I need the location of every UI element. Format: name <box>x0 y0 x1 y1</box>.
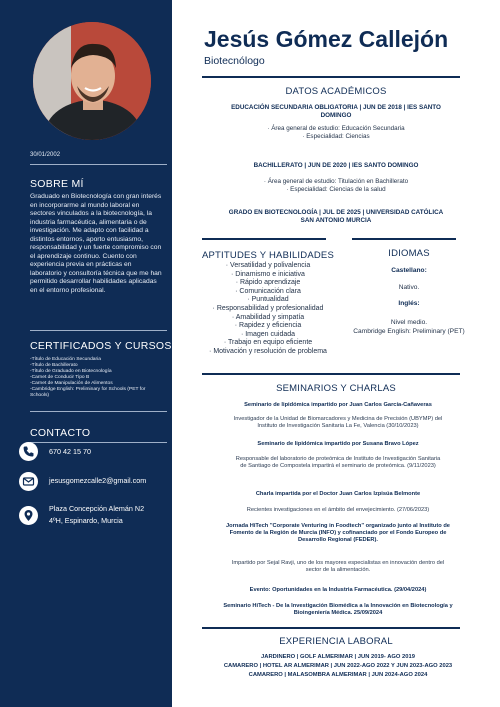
language-name: Castellano: <box>391 267 427 274</box>
cert-item: -Cambridge English: Preliminary for Schools (PET for Schools) <box>30 387 146 398</box>
seminar-heading: Seminario de lipidómica impartido por Susana Bravo López <box>257 441 419 447</box>
divider <box>30 330 167 331</box>
education-title: DATOS ACADÉMICOS <box>285 86 387 97</box>
skill-item: · Comunicación clara <box>235 287 301 295</box>
skill-item: · Versatilidad y polivalencia <box>225 262 311 269</box>
about-title: SOBRE MÍ <box>30 178 84 190</box>
cert-item: -Título de Graduado en Biotecnología <box>30 369 112 374</box>
address-line-1: Plaza Concepción Alemán N2 <box>49 504 145 513</box>
certs-list <box>30 357 164 399</box>
person-portrait-icon <box>33 22 151 140</box>
seminar-heading: Charla impartida por el Doctor Juan Carlos Izpisúa Belmonte <box>255 491 421 497</box>
skill-item: · Amabilidad y simpatía <box>231 313 305 321</box>
languages-title: IDIOMAS <box>388 248 430 259</box>
cert-item: -Título de Bachillerato <box>30 363 78 368</box>
divider <box>202 238 326 240</box>
education-item: GRADO EN BIOTECNOLOGÍA | JUL DE 2025 | UNIVERSIDAD CATÓLICA SAN ANTONIO MURCIA <box>228 209 444 224</box>
email-icon <box>19 472 38 491</box>
divider <box>30 411 167 412</box>
seminar-text: de Santiago de Compostela impartirá el seminario de proteómica. (9/11/2023) <box>240 463 436 469</box>
cert-item: -Título de Educación Secundaria <box>30 357 101 362</box>
experience-item: CAMARERO | HOTEL AR ALMERIMAR | JUN 2022-AGO 2022 Y JUN 2023-AGO 2023 <box>223 663 453 669</box>
cert-item: -Carnet de Manipulación de Alimentos <box>30 381 113 386</box>
seminar-text: Impartido por Sejal Ravji, uno de los mayores especialistas en innovación dentro del <box>231 560 445 566</box>
education-item: BACHILLERATO | JUN DE 2020 | IES SANTO DOMINGO · Área general de estudio: Titulación en Bachillerato · Especialidad: Ciencias de la salud <box>253 162 419 193</box>
skill-item: · Rapidez y eficiencia <box>234 322 302 330</box>
contact-email-row[interactable] <box>19 472 169 492</box>
seminar-heading: Bioingeniería Médica. 25/09/2024 <box>293 610 383 616</box>
divider <box>202 373 460 375</box>
skills-list <box>196 262 340 357</box>
about-text: Graduado en Biotecnología con gran interés en incorporarme al mundo laboral en sectores vinculados a la biotecnología, la industria farmacéutica, alimentaria o de investigación. Me adapto con facilidad a distintos entornos, aporto entusiasmo, responsabilidad y un fuerte compromiso con el aprendizaje continuo. Cuento con experiencia previa en prácticas en laboratorio y consultoría técnica que me han permitido desarrollar habilidades aplicadas en el entorno profesional. <box>30 193 162 294</box>
divider <box>30 164 167 165</box>
full-name: Jesús Gómez Callejón <box>204 26 449 52</box>
seminar-heading: Jornada HiTech "Corporate Venturing in Foodtech" organizado junto al Instituto de <box>226 523 450 529</box>
contact-title: CONTACTO <box>30 427 91 439</box>
main-content <box>172 0 500 707</box>
divider <box>202 627 460 629</box>
education-item: EDUCACIÓN SECUNDARIA OBLIGATORIA | JUN DE 2018 | IES SANTO DOMINGO · Área general de estudio: Educación Secundaria · Especialidad: Ciencias <box>231 104 441 140</box>
language-level: Nativo. <box>398 284 420 291</box>
seminar-text: sector de la alimentación. <box>305 567 371 573</box>
seminars-title: SEMINARIOS Y CHARLAS <box>276 383 396 394</box>
seminar-heading: Desarrollo Regional (FEDER). <box>298 537 378 543</box>
divider <box>352 238 456 240</box>
skill-item: · Puntualidad <box>247 296 289 304</box>
language-level: Nivel medio. <box>390 319 428 326</box>
seminar-text: Instituto de Investigación Sanitaria La Fe, Valencia (30/10/2023) <box>257 423 419 429</box>
language-name: Inglés: <box>398 300 420 307</box>
skills-title: APTITUDES Y HABILIDADES <box>201 250 334 261</box>
seminar-text: Responsable del laboratorio de proteómica de Instituto de Investigación Sanitaria <box>235 456 441 462</box>
seminar-heading: Seminario de lipidómica impartido por Juan Carlos García-Cañaveras <box>244 402 432 408</box>
language-certificate: Cambridge English: Preliminary (PET) <box>353 328 465 335</box>
skill-item: · Dinamismo e iniciativa <box>231 270 305 278</box>
skill-item: · Motivación y resolución de problema <box>209 347 327 355</box>
cert-item: -Carnet de Conducir Tipo B <box>30 375 90 380</box>
divider <box>202 76 460 78</box>
contact-address-row <box>19 506 169 536</box>
skill-item: · Responsabilidad y profesionalidad <box>212 304 324 312</box>
experience-title: EXPERIENCIA LABORAL <box>279 636 393 647</box>
seminar-text: Investigador de la Unidad de Biomarcadores y Medicina de Precisión (UBYMP) del <box>233 416 443 422</box>
seminar-heading: Fomento de la Región de Murcia (INFO) y cofinanciado por el Fondo Europeo de <box>229 530 447 536</box>
skill-item: · Trabajo en equipo eficiente <box>223 339 313 347</box>
seminar-heading: Evento: Oportunidades en la Industria Farmacéutica. (29/04/2024) <box>249 587 427 593</box>
seminar-heading: Seminario HiTech - De la Investigación Biomédica a la Innovación en Biotecnología y <box>223 603 453 609</box>
experience-item: JARDINERO | GOLF ALMERIMAR | JUN 2019- AGO 2019 <box>261 654 415 660</box>
email-address[interactable]: jesusgomezcalle2@gmail.com <box>49 476 147 485</box>
job-title: Biotecnólogo <box>204 55 265 67</box>
skill-item: · Imagen cuidada <box>240 330 296 338</box>
address-line-2: 4ºH, Espinardo, Murcia <box>49 516 123 525</box>
location-icon <box>19 506 38 525</box>
phone-number[interactable]: 670 42 15 70 <box>49 447 91 456</box>
profile-photo <box>33 22 151 140</box>
contact-phone-row[interactable] <box>19 442 169 462</box>
experience-item: CAMARERO | MALASOMBRA ALMERIMAR | JUN 2024-AGO 2024 <box>248 672 428 678</box>
skill-item: · Rápido aprendizaje <box>235 279 301 287</box>
sidebar <box>0 0 172 707</box>
birth-date: 30/01/2002 <box>30 152 61 158</box>
phone-icon <box>19 442 38 461</box>
certs-title: CERTIFICADOS Y CURSOS <box>30 340 172 352</box>
seminar-text: Recientes investigaciones en el ámbito del envejecimiento. (27/06/2023) <box>246 507 430 513</box>
